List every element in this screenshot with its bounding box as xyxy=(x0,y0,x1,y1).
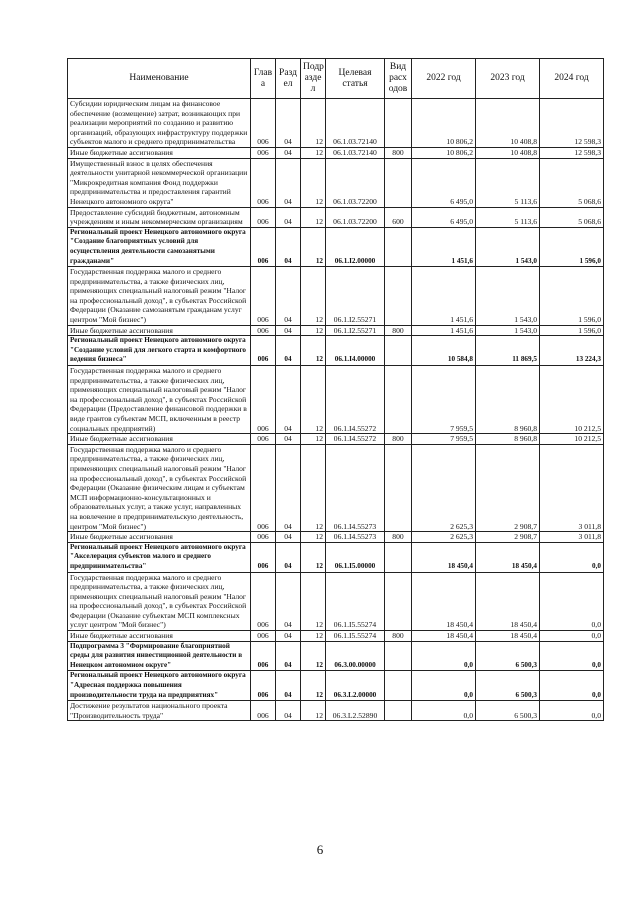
cell-name: Государственная поддержка малого и среднего предпринимательства, а также физических лиц, применяющих специальный налоговый режим "Налог на профессиональный доход", в субъектах Российской Федерации (Оказание самозанятым гражданам услуг центром "Мой бизнес") xyxy=(68,267,251,326)
cell-chapter: 006 xyxy=(251,532,276,543)
cell-y2023: 6 500,3 xyxy=(476,641,540,671)
cell-y2022: 18 450,4 xyxy=(412,572,476,631)
cell-type: 800 xyxy=(385,434,412,445)
table-row xyxy=(68,701,604,721)
table-row xyxy=(68,532,604,543)
cell-y2024: 1 596,0 xyxy=(540,227,604,266)
cell-target: 06.1.I2.55271 xyxy=(326,325,385,336)
cell-y2024: 1 596,0 xyxy=(540,325,604,336)
cell-chapter: 006 xyxy=(251,641,276,671)
cell-chapter: 006 xyxy=(251,631,276,642)
cell-y2023: 5 113,6 xyxy=(476,207,540,227)
table-row xyxy=(68,147,604,158)
cell-name: Субсидии юридическим лицам на финансовое обеспечение (возмещение) затрат, возникающих при реализации мероприятий по созданию и развитию организаций, образующих инфраструктуру поддержки субъектов малого и среднего предпринимательства xyxy=(68,99,251,148)
table-body xyxy=(68,99,604,721)
table-row xyxy=(68,99,604,148)
cell-y2024: 0,0 xyxy=(540,542,604,572)
page-number: 6 xyxy=(316,842,324,857)
cell-subsection: 12 xyxy=(301,631,326,642)
cell-section: 04 xyxy=(276,701,301,721)
cell-y2024: 12 598,3 xyxy=(540,99,604,148)
cell-y2023: 2 908,7 xyxy=(476,532,540,543)
cell-name: Иные бюджетные ассигнования xyxy=(68,532,251,543)
cell-target: 06.1.I4.55273 xyxy=(326,532,385,543)
cell-target: 06.3.00.00000 xyxy=(326,641,385,671)
cell-subsection: 12 xyxy=(301,267,326,326)
cell-y2024: 0,0 xyxy=(540,631,604,642)
cell-section: 04 xyxy=(276,325,301,336)
cell-y2023: 1 543,0 xyxy=(476,227,540,266)
cell-chapter: 006 xyxy=(251,227,276,266)
table-row xyxy=(68,444,604,531)
cell-target: 06.1.I4.55272 xyxy=(326,366,385,434)
cell-y2024: 0,0 xyxy=(540,671,604,701)
cell-y2022: 10 806,2 xyxy=(412,99,476,148)
cell-y2024: 0,0 xyxy=(540,701,604,721)
cell-target: 06.3.L2.52890 xyxy=(326,701,385,721)
table-row xyxy=(68,336,604,366)
cell-chapter: 006 xyxy=(251,701,276,721)
cell-subsection: 12 xyxy=(301,147,326,158)
cell-chapter: 006 xyxy=(251,158,276,207)
cell-name: Региональный проект Ненецкого автономного округа "Акселерация субъектов малого и среднего предпринимательства" xyxy=(68,542,251,572)
cell-subsection: 12 xyxy=(301,641,326,671)
cell-subsection: 12 xyxy=(301,444,326,531)
cell-y2024: 5 068,6 xyxy=(540,158,604,207)
cell-type xyxy=(385,701,412,721)
cell-y2024: 0,0 xyxy=(540,572,604,631)
cell-y2022: 0,0 xyxy=(412,671,476,701)
table-row xyxy=(68,267,604,326)
cell-y2022: 2 625,3 xyxy=(412,532,476,543)
cell-chapter: 006 xyxy=(251,671,276,701)
cell-chapter: 006 xyxy=(251,336,276,366)
cell-name: Государственная поддержка малого и среднего предпринимательства, а также физических лиц, применяющих специальный налоговый режим "Налог на профессиональный доход", в субъектах Российской Федерации (Оказание физическим лицам и субъектам МСП информационно-консультационных и образовательных услуг, а также услуг, направленных на вовлечение в предпринимательскую деятельность, центром "Мой бизнес") xyxy=(68,444,251,531)
cell-name: Иные бюджетные ассигнования xyxy=(68,434,251,445)
cell-type: 600 xyxy=(385,207,412,227)
header-2024: 2024 год xyxy=(540,59,604,99)
cell-subsection: 12 xyxy=(301,207,326,227)
cell-y2022: 10 584,8 xyxy=(412,336,476,366)
cell-y2022: 6 495,0 xyxy=(412,158,476,207)
header-name: Наименование xyxy=(68,59,251,99)
cell-y2024: 10 212,5 xyxy=(540,434,604,445)
cell-target: 06.1.03.72140 xyxy=(326,99,385,148)
cell-y2024: 10 212,5 xyxy=(540,366,604,434)
cell-y2022: 7 959,5 xyxy=(412,434,476,445)
budget-table xyxy=(67,58,604,721)
cell-type: 800 xyxy=(385,147,412,158)
cell-y2023: 18 450,4 xyxy=(476,572,540,631)
cell-type xyxy=(385,227,412,266)
table-row xyxy=(68,641,604,671)
cell-y2022: 1 451,6 xyxy=(412,227,476,266)
header-type: Вид расх одов xyxy=(385,59,412,99)
table-row xyxy=(68,158,604,207)
cell-name: Иные бюджетные ассигнования xyxy=(68,631,251,642)
cell-target: 06.1.I5.55274 xyxy=(326,572,385,631)
cell-subsection: 12 xyxy=(301,532,326,543)
cell-y2024: 1 596,0 xyxy=(540,267,604,326)
cell-target: 06.1.I4.55272 xyxy=(326,434,385,445)
cell-chapter: 006 xyxy=(251,147,276,158)
cell-name: Подпрограмма 3 "Формирование благоприятной среды для развития инвестиционной деятельности в Ненецком автономном округе" xyxy=(68,641,251,671)
cell-y2022: 10 806,2 xyxy=(412,147,476,158)
cell-subsection: 12 xyxy=(301,366,326,434)
cell-section: 04 xyxy=(276,267,301,326)
cell-chapter: 006 xyxy=(251,434,276,445)
cell-name: Государственная поддержка малого и среднего предпринимательства, а также физических лиц, применяющих специальный налоговый режим "Налог на профессиональный доход", в субъектах Российской Федерации (Оказание субъектам МСП комплексных услуг центром "Мой бизнес") xyxy=(68,572,251,631)
cell-section: 04 xyxy=(276,671,301,701)
cell-type xyxy=(385,671,412,701)
cell-y2023: 5 113,6 xyxy=(476,158,540,207)
cell-y2023: 8 960,8 xyxy=(476,366,540,434)
cell-y2022: 0,0 xyxy=(412,701,476,721)
cell-section: 04 xyxy=(276,641,301,671)
cell-name: Предоставление субсидий бюджетным, автономным учреждениям и иным некоммерческим организациям xyxy=(68,207,251,227)
cell-y2023: 1 543,0 xyxy=(476,325,540,336)
cell-section: 04 xyxy=(276,631,301,642)
header-subsection: Подр азде л xyxy=(301,59,326,99)
cell-target: 06.1.I2.55271 xyxy=(326,267,385,326)
cell-subsection: 12 xyxy=(301,701,326,721)
cell-type xyxy=(385,641,412,671)
cell-y2023: 6 500,3 xyxy=(476,671,540,701)
cell-y2022: 1 451,6 xyxy=(412,325,476,336)
cell-type xyxy=(385,572,412,631)
table-row xyxy=(68,207,604,227)
cell-name: Региональный проект Ненецкого автономного округа "Адресная поддержка повышения производительности труда на предприятиях" xyxy=(68,671,251,701)
cell-name: Имущественный взнос в целях обеспечения деятельности унитарной некоммерческой организации "Микрокредитная компания Фонд поддержки предпринимательства и предоставления гарантий Ненецкого автономного округа" xyxy=(68,158,251,207)
cell-name: Региональный проект Ненецкого автономного округа "Создание благоприятных условий для осуществления деятельности самозанятыми гражданами" xyxy=(68,227,251,266)
cell-y2023: 18 450,4 xyxy=(476,542,540,572)
cell-target: 06.1.I5.55274 xyxy=(326,631,385,642)
cell-type: 800 xyxy=(385,325,412,336)
cell-subsection: 12 xyxy=(301,99,326,148)
header-2022: 2022 год xyxy=(412,59,476,99)
cell-section: 04 xyxy=(276,158,301,207)
cell-type xyxy=(385,444,412,531)
header-chapter: Глав а xyxy=(251,59,276,99)
table-row xyxy=(68,542,604,572)
cell-y2024: 3 011,8 xyxy=(540,532,604,543)
cell-type xyxy=(385,158,412,207)
header-section: Разд ел xyxy=(276,59,301,99)
cell-section: 04 xyxy=(276,572,301,631)
cell-subsection: 12 xyxy=(301,542,326,572)
cell-y2022: 6 495,0 xyxy=(412,207,476,227)
cell-section: 04 xyxy=(276,336,301,366)
cell-section: 04 xyxy=(276,532,301,543)
cell-target: 06.1.I2.00000 xyxy=(326,227,385,266)
cell-target: 06.1.03.72200 xyxy=(326,158,385,207)
cell-type: 800 xyxy=(385,631,412,642)
cell-section: 04 xyxy=(276,542,301,572)
cell-chapter: 006 xyxy=(251,572,276,631)
cell-chapter: 006 xyxy=(251,444,276,531)
cell-name: Государственная поддержка малого и среднего предпринимательства, а также физических лиц, применяющих специальный налоговый режим "Налог на профессиональный доход", в субъектах Российской Федерации (Предоставление финансовой поддержки в виде грантов субъектам МСП, включенным в реестр социальных предприятий) xyxy=(68,366,251,434)
cell-y2024: 3 011,8 xyxy=(540,444,604,531)
table-header-row xyxy=(68,59,604,99)
cell-name: Региональный проект Ненецкого автономного округа "Создание условий для легкого старта и комфортного ведения бизнеса" xyxy=(68,336,251,366)
cell-name: Достижение результатов национального проекта "Производительность труда" xyxy=(68,701,251,721)
cell-y2022: 18 450,4 xyxy=(412,631,476,642)
cell-chapter: 006 xyxy=(251,99,276,148)
cell-section: 04 xyxy=(276,99,301,148)
cell-y2023: 6 500,3 xyxy=(476,701,540,721)
cell-y2023: 11 869,5 xyxy=(476,336,540,366)
cell-subsection: 12 xyxy=(301,572,326,631)
cell-name: Иные бюджетные ассигнования xyxy=(68,147,251,158)
table-row xyxy=(68,227,604,266)
cell-name: Иные бюджетные ассигнования xyxy=(68,325,251,336)
cell-chapter: 006 xyxy=(251,267,276,326)
cell-target: 06.1.I4.55273 xyxy=(326,444,385,531)
cell-section: 04 xyxy=(276,227,301,266)
cell-y2022: 2 625,3 xyxy=(412,444,476,531)
table-row xyxy=(68,671,604,701)
table-row xyxy=(68,434,604,445)
cell-chapter: 006 xyxy=(251,542,276,572)
header-2023: 2023 год xyxy=(476,59,540,99)
cell-y2022: 1 451,6 xyxy=(412,267,476,326)
cell-subsection: 12 xyxy=(301,158,326,207)
cell-subsection: 12 xyxy=(301,434,326,445)
cell-chapter: 006 xyxy=(251,207,276,227)
table-row xyxy=(68,572,604,631)
cell-y2023: 2 908,7 xyxy=(476,444,540,531)
cell-type xyxy=(385,542,412,572)
cell-section: 04 xyxy=(276,147,301,158)
cell-chapter: 006 xyxy=(251,325,276,336)
cell-chapter: 006 xyxy=(251,366,276,434)
cell-y2023: 18 450,4 xyxy=(476,631,540,642)
cell-type xyxy=(385,366,412,434)
table-row xyxy=(68,366,604,434)
cell-type xyxy=(385,99,412,148)
cell-y2022: 7 959,5 xyxy=(412,366,476,434)
cell-type: 800 xyxy=(385,532,412,543)
cell-y2023: 10 408,8 xyxy=(476,99,540,148)
cell-target: 06.1.I4.00000 xyxy=(326,336,385,366)
cell-subsection: 12 xyxy=(301,227,326,266)
cell-y2024: 13 224,3 xyxy=(540,336,604,366)
cell-section: 04 xyxy=(276,434,301,445)
cell-type xyxy=(385,336,412,366)
cell-y2022: 18 450,4 xyxy=(412,542,476,572)
header-target: Целевая статья xyxy=(326,59,385,99)
cell-subsection: 12 xyxy=(301,336,326,366)
cell-target: 06.3.L2.00000 xyxy=(326,671,385,701)
cell-target: 06.1.03.72200 xyxy=(326,207,385,227)
cell-target: 06.1.03.72140 xyxy=(326,147,385,158)
cell-y2023: 10 408,8 xyxy=(476,147,540,158)
cell-section: 04 xyxy=(276,207,301,227)
cell-y2024: 12 598,3 xyxy=(540,147,604,158)
cell-target: 06.1.I5.00000 xyxy=(326,542,385,572)
cell-subsection: 12 xyxy=(301,325,326,336)
table-row xyxy=(68,325,604,336)
cell-subsection: 12 xyxy=(301,671,326,701)
cell-type xyxy=(385,267,412,326)
cell-y2023: 8 960,8 xyxy=(476,434,540,445)
cell-section: 04 xyxy=(276,444,301,531)
cell-y2024: 5 068,6 xyxy=(540,207,604,227)
table-row xyxy=(68,631,604,642)
cell-y2023: 1 543,0 xyxy=(476,267,540,326)
cell-y2024: 0,0 xyxy=(540,641,604,671)
cell-section: 04 xyxy=(276,366,301,434)
cell-y2022: 0,0 xyxy=(412,641,476,671)
